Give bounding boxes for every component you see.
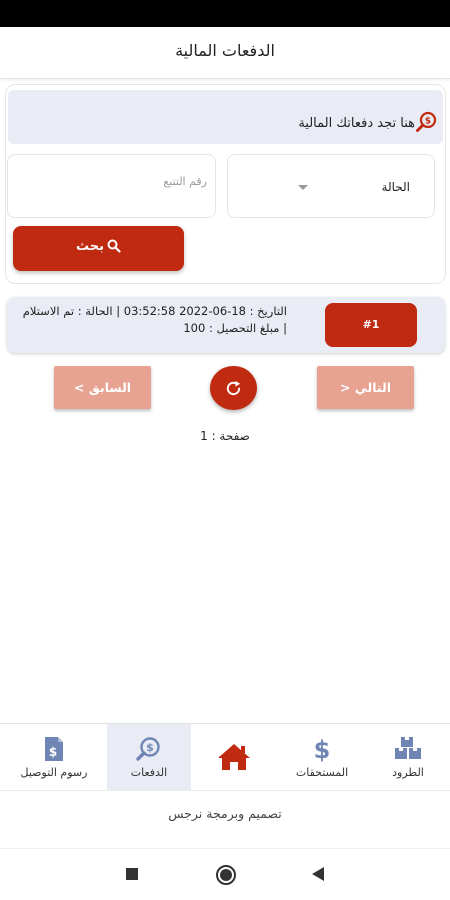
nav-label-dues: المستحقات — [295, 766, 349, 779]
dollar-icon — [312, 736, 332, 762]
nav-item-home[interactable] — [192, 724, 276, 790]
nav-item-delivery-fees[interactable] — [8, 724, 100, 790]
payments-search-icon — [135, 736, 163, 764]
recents-icon[interactable] — [125, 867, 139, 881]
status-bar — [0, 0, 450, 27]
nav-label-payments: الدفعات — [130, 766, 168, 779]
refresh-button[interactable] — [210, 366, 257, 410]
fee-document-icon — [43, 736, 65, 762]
previous-page-label: السابق — [88, 380, 132, 395]
money-search-icon — [415, 111, 437, 133]
nav-item-parcels[interactable] — [366, 724, 450, 790]
payment-id-badge[interactable]: #1 — [325, 303, 417, 347]
chevron-down-icon — [298, 185, 308, 190]
tracking-number-input[interactable] — [17, 169, 207, 193]
payment-result-card[interactable] — [7, 297, 445, 353]
search-button[interactable] — [13, 226, 184, 271]
banner-text: هنا تجد دفعاتك المالية — [298, 116, 415, 131]
nav-label-parcels: الطرود — [392, 766, 424, 779]
status-label: الحالة — [381, 180, 410, 194]
svg-text:$: $ — [146, 741, 154, 754]
svg-text:$: $ — [313, 736, 331, 762]
page-indicator: صفحة : 1 — [200, 429, 250, 443]
nav-label-delivery-fees: رسوم التوصيل — [20, 766, 88, 779]
tracking-field — [7, 154, 216, 218]
chevron-right-icon: > — [73, 380, 85, 395]
chevron-left-icon: < — [340, 380, 351, 395]
previous-page-button[interactable] — [54, 366, 151, 409]
refresh-icon — [224, 379, 243, 398]
payment-details: التاريخ : 18-06-2022 03:52:58 | الحالة : تم الاستلام | مبلغ التحصيل : 100 — [22, 304, 287, 335]
bottom-nav — [0, 723, 450, 789]
app-header — [0, 27, 450, 79]
search-banner — [8, 90, 443, 144]
search-icon — [107, 239, 121, 253]
svg-text:$: $ — [48, 745, 58, 759]
home-icon — [216, 742, 252, 772]
nav-item-payments[interactable] — [107, 724, 191, 790]
footer-credit — [0, 790, 450, 848]
next-page-label: التالي — [354, 380, 391, 395]
svg-text:$: $ — [424, 116, 432, 127]
back-triangle-icon[interactable] — [310, 866, 326, 882]
boxes-icon — [394, 736, 422, 760]
search-button-label: بحث — [75, 239, 104, 254]
next-page-button[interactable] — [317, 366, 414, 409]
nav-item-dues[interactable] — [280, 724, 364, 790]
status-dropdown[interactable] — [227, 154, 435, 218]
system-nav-bar — [0, 848, 450, 900]
credit-text: تصميم وبرمجة نرجس — [168, 806, 282, 821]
home-circle-icon[interactable] — [215, 864, 237, 886]
page-title: الدفعات المالية — [175, 41, 275, 60]
